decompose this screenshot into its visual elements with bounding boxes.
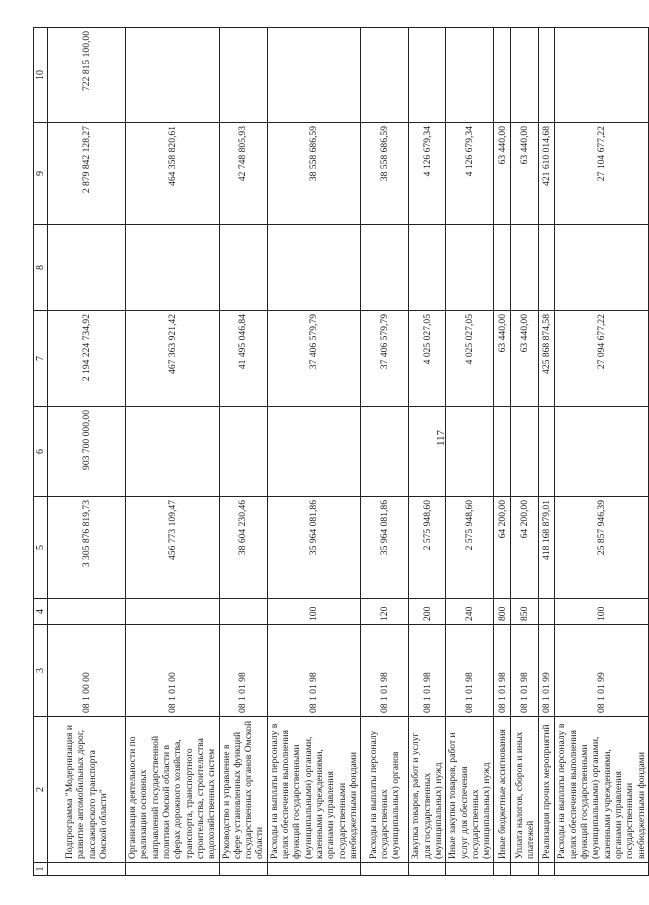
table-row (219, 28, 267, 876)
row-code: 08 1 01 98 (446, 625, 494, 717)
row-value-7: 467 363 921,42 (126, 311, 220, 407)
row-value-9: 421 610 014,68 (539, 123, 555, 225)
row-value-6 (219, 407, 267, 497)
row-value-6: 903 700 000,00 (48, 407, 126, 497)
row-value-9: 4 126 679,34 (409, 123, 446, 225)
row-name: Иные бюджетные ассигнования (494, 717, 511, 863)
row-code: 08 1 01 98 (409, 625, 446, 717)
row-value-8 (126, 225, 220, 311)
row-name: Иные закупки товаров, работ и услуг для обеспечения государственных (муниципальных) нужд (446, 717, 494, 863)
row-value-7: 2 194 224 734,92 (48, 311, 126, 407)
row-value-9: 63 440,00 (494, 123, 511, 225)
row-value-5: 64 200,00 (511, 497, 539, 599)
row-value-7: 63 440,00 (494, 311, 511, 407)
row-value-8 (494, 225, 511, 311)
row-value-5: 418 168 879,01 (539, 497, 555, 599)
table-row (539, 28, 555, 876)
row-code: 08 1 01 98 (361, 625, 409, 717)
row-value-8 (446, 225, 494, 311)
row-code: 08 1 00 00 (48, 625, 126, 717)
row-value-9: 42 748 805,93 (219, 123, 267, 225)
row-name: Организация деятельности по реализации основных направлений государственной политики Омской области в сферах дорожного хозяйства, транспорта, транспортного строительства, строительства водохозяйственных систем (126, 717, 220, 863)
row-vr: 120 (361, 599, 409, 625)
row-value-5: 25 857 946,39 (555, 497, 649, 599)
header-col-6: 6 (34, 407, 48, 497)
row-value-10: 722 815 100,00 (48, 28, 126, 123)
table-row (409, 28, 446, 876)
row-value-6 (446, 407, 494, 497)
row-value-6 (539, 407, 555, 497)
row-value-6 (409, 407, 446, 497)
row-value-10 (511, 28, 539, 123)
row-vr: 240 (446, 599, 494, 625)
row-value-10 (126, 28, 220, 123)
table-row (267, 28, 361, 876)
row-name: Реализация прочих мероприятий (539, 717, 555, 863)
row-value-6 (494, 407, 511, 497)
row-code: 08 1 01 98 (267, 625, 361, 717)
row-name: Уплата налогов, сборов и иных платежей (511, 717, 539, 863)
table-row (511, 28, 539, 876)
row-vr: 850 (511, 599, 539, 625)
row-value-10 (219, 28, 267, 123)
row-value-9: 464 358 820,61 (126, 123, 220, 225)
row-value-9: 38 558 686,59 (361, 123, 409, 225)
row-code: 08 1 01 98 (494, 625, 511, 717)
row-value-8 (48, 225, 126, 311)
row-value-8 (361, 225, 409, 311)
row-value-7: 4 025 027,05 (409, 311, 446, 407)
row-value-8 (267, 225, 361, 311)
table-row (555, 28, 649, 876)
row-vr: 800 (494, 599, 511, 625)
header-col-7: 7 (34, 311, 48, 407)
row-value-10 (555, 28, 649, 123)
row-value-8 (219, 225, 267, 311)
row-value-5: 38 604 230,46 (219, 497, 267, 599)
budget-table (33, 27, 649, 876)
row-vr (539, 599, 555, 625)
row-vr: 200 (409, 599, 446, 625)
row-code: 08 1 01 00 (126, 625, 220, 717)
row-value-7: 41 495 046,84 (219, 311, 267, 407)
header-row (34, 28, 48, 876)
header-col-8: 8 (34, 225, 48, 311)
row-name: Расходы на выплаты персоналу в целях обеспечения выполнения функций государственными (муниципальными) органами, казенными учреждениями, органами управления государственными внебюджетными фондами (555, 717, 649, 863)
row-value-5: 35 964 081,86 (267, 497, 361, 599)
page-number: 117 (435, 429, 447, 447)
table-row (494, 28, 511, 876)
header-col-2: 2 (34, 717, 48, 863)
row-value-5: 35 964 081,86 (361, 497, 409, 599)
row-value-9: 27 104 677,22 (555, 123, 649, 225)
table-row (126, 28, 220, 876)
row-value-10 (267, 28, 361, 123)
row-value-5: 3 305 876 819,73 (48, 497, 126, 599)
row-value-10 (409, 28, 446, 123)
row-value-10 (494, 28, 511, 123)
row-name: Подпрограмма "Модернизация и развитие автомобильных дорог, пассажирского транспорта Омской области" (48, 717, 126, 863)
table-row (48, 28, 126, 876)
row-value-7: 27 094 677,22 (555, 311, 649, 407)
table-row (446, 28, 494, 876)
row-value-9: 4 126 679,34 (446, 123, 494, 225)
row-value-7: 37 406 579,79 (267, 311, 361, 407)
header-col-1: 1 (34, 863, 48, 876)
row-value-7: 425 868 874,58 (539, 311, 555, 407)
header-col-10: 10 (34, 28, 48, 123)
row-vr: 100 (555, 599, 649, 625)
row-value-6 (555, 407, 649, 497)
row-code: 08 1 01 98 (511, 625, 539, 717)
row-value-9: 2 879 842 128,27 (48, 123, 126, 225)
row-value-7: 4 025 027,05 (446, 311, 494, 407)
row-name: Расходы на выплаты персоналу государственных (муниципальных) органов (361, 717, 409, 863)
row-code: 08 1 01 98 (219, 625, 267, 717)
row-value-8 (409, 225, 446, 311)
row-value-8 (539, 225, 555, 311)
row-value-10 (539, 28, 555, 123)
row-value-7: 37 406 579,79 (361, 311, 409, 407)
header-col-5: 5 (34, 497, 48, 599)
row-value-5: 456 773 109,47 (126, 497, 220, 599)
row-value-9: 63 440,00 (511, 123, 539, 225)
row-name: Расходы на выплаты персоналу в целях обеспечения выполнения функций государственными (муниципальными) органами, казенными учреждениями, органами управления государственными внебюджетными фондами (267, 717, 361, 863)
row-value-10 (361, 28, 409, 123)
row-code: 08 1 01 99 (539, 625, 555, 717)
header-col-9: 9 (34, 123, 48, 225)
row-name: Руководство и управление в сфере установленных функций государственных органов Омской области (219, 717, 267, 863)
row-vr (126, 599, 220, 625)
row-code: 08 1 01 99 (555, 625, 649, 717)
row-value-5: 2 575 948,60 (446, 497, 494, 599)
header-col-4: 4 (34, 599, 48, 625)
row-vr (219, 599, 267, 625)
row-value-10 (446, 28, 494, 123)
row-value-5: 64 200,00 (494, 497, 511, 599)
row-vr: 100 (267, 599, 361, 625)
row-value-7: 63 440,00 (511, 311, 539, 407)
row-vr (48, 599, 126, 625)
rotated-page (33, 28, 647, 876)
row-value-6 (126, 407, 220, 497)
row-value-5: 2 575 948,60 (409, 497, 446, 599)
row-value-9: 38 558 686,59 (267, 123, 361, 225)
row-value-6 (511, 407, 539, 497)
row-value-6 (361, 407, 409, 497)
row-value-8 (511, 225, 539, 311)
row-value-8 (555, 225, 649, 311)
row-name: Закупка товаров, работ и услуг для государственных (муниципальных) нужд (409, 717, 446, 863)
table-row (361, 28, 409, 876)
row-value-6 (267, 407, 361, 497)
header-col-3: 3 (34, 625, 48, 717)
